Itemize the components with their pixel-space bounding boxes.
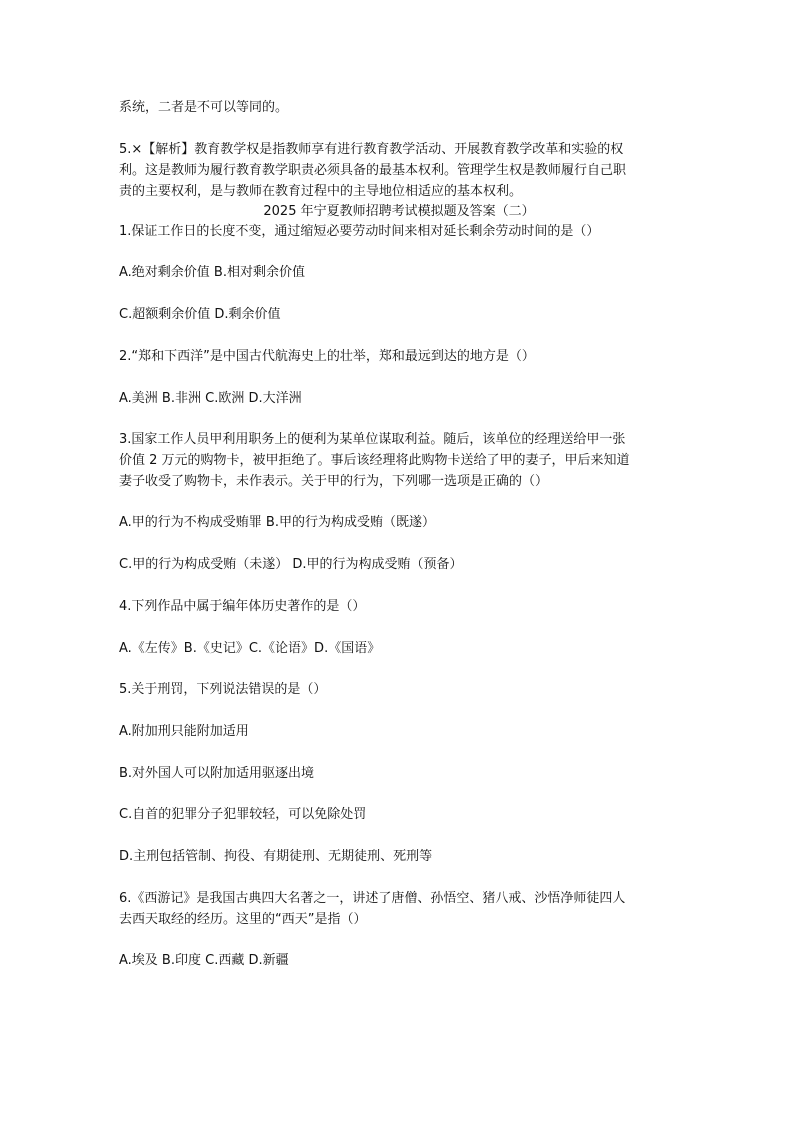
question-5-option-b: B.对外国人可以附加适用驱逐出境	[119, 766, 315, 781]
question-6-stem-line-1: 6.《西游记》是我国古典四大名著之一，讲述了唐僧、孙悟空、猪八戒、沙悟净师徒四人	[119, 891, 626, 906]
question-4-options: A.《左传》B.《史记》C.《论语》D.《国语》	[119, 641, 381, 656]
section-title: 2025 年宁夏教师招聘考试模拟题及答案（二）	[263, 204, 535, 219]
question-5-option-c: C.自首的犯罪分子犯罪较轻，可以免除处罚	[119, 807, 367, 822]
question-2-options: A.美洲 B.非洲 C.欧洲 D.大洋洲	[119, 391, 302, 406]
question-3-stem-line-2: 价值 2 万元的购物卡，被甲拒绝了。事后该经理将此购物卡送给了甲的妻子，甲后来知道	[119, 453, 630, 468]
question-3-options-row-2: C.甲的行为构成受贿（未遂） D.甲的行为构成受贿（预备）	[119, 557, 463, 572]
question-1-stem: 1.保证工作日的长度不变，通过缩短必要劳动时间来相对延长剩余劳动时间的是（）	[119, 224, 600, 239]
answer-5-line-3: 责的主要权利，是与教师在教育过程中的主导地位相适应的基本权利。	[119, 184, 523, 199]
question-4-stem: 4.下列作品中属于编年体历史著作的是（）	[119, 599, 366, 614]
intro-continuation: 系统，二者是不可以等同的。	[119, 100, 289, 115]
question-5-option-a: A.附加刑只能附加适用	[119, 724, 249, 739]
question-5-option-d: D.主刑包括管制、拘役、有期徒刑、无期徒刑、死刑等	[119, 849, 433, 864]
question-5-stem: 5.关于刑罚，下列说法错误的是（）	[119, 682, 327, 697]
question-2-stem: 2.“郑和下西洋”是中国古代航海史上的壮举，郑和最远到达的地方是（）	[119, 349, 535, 364]
question-6-options: A.埃及 B.印度 C.西藏 D.新疆	[119, 953, 289, 968]
question-3-stem-line-3: 妻子收受了购物卡，未作表示。关于甲的行为，下列哪一选项是正确的（）	[119, 474, 549, 489]
question-3-options-row-1: A.甲的行为不构成受贿罪 B.甲的行为构成受贿（既遂）	[119, 515, 435, 530]
answer-5-line-2: 利。这是教师为履行教育教学职责必须具备的最基本权利。管理学生权是教师履行自己职	[119, 163, 627, 178]
question-3-stem-line-1: 3.国家工作人员甲利用职务上的便利为某单位谋取利益。随后，该单位的经理送给甲一张	[119, 432, 626, 447]
question-6-stem-line-2: 去西天取经的经历。这里的“西天”是指（）	[119, 912, 367, 927]
answer-5-line-1: 5.×【解析】教育教学权是指教师享有进行教育教学活动、开展教育教学改革和实验的权	[119, 142, 624, 157]
question-1-options-row-2: C.超额剩余价值 D.剩余价值	[119, 307, 281, 322]
question-1-options-row-1: A.绝对剩余价值 B.相对剩余价值	[119, 265, 305, 280]
